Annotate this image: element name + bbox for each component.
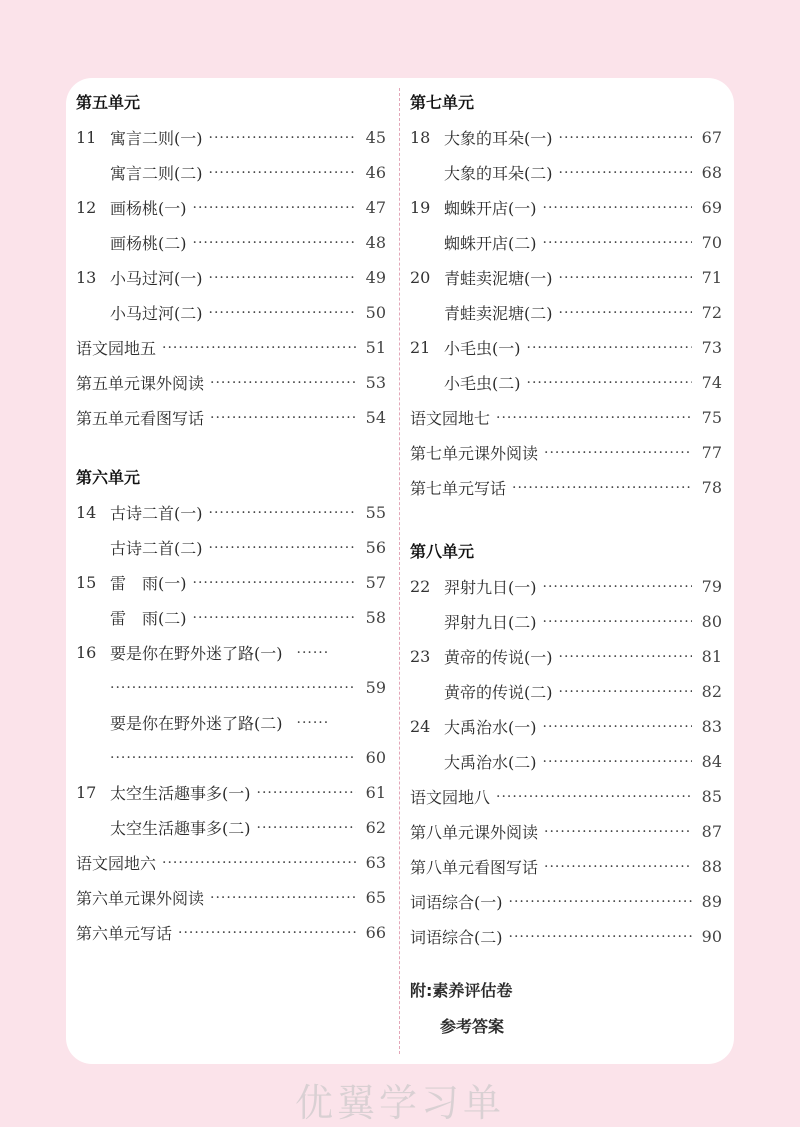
toc-entry[interactable]: 第七单元写话 ····· 78	[410, 470, 722, 505]
toc-entry[interactable]: 第六单元课外阅读 ····· 65	[76, 880, 386, 915]
toc-entry[interactable]: 15 雷 雨(一) ····· 57	[76, 565, 386, 600]
toc-entry-continuation[interactable]: ····· 60	[76, 740, 386, 775]
toc-entry[interactable]: 14 古诗二首(一) ····· 55	[76, 495, 386, 530]
toc-entry[interactable]: 第五单元看图写话 ····· 54	[76, 400, 386, 435]
toc-entry[interactable]: 雷 雨(二) ····· 58	[76, 600, 386, 635]
toc-entry[interactable]: 大象的耳朵(二) ····· 68	[410, 155, 722, 190]
toc-entry[interactable]: 第八单元看图写话 ····· 88	[410, 849, 722, 884]
toc-entry[interactable]: 要是你在野外迷了路(二) ······	[110, 714, 330, 733]
toc-entry[interactable]: 羿射九日(二) ····· 80	[410, 604, 722, 639]
toc-entry[interactable]: 第六单元写话 ····· 66	[76, 915, 386, 950]
unit-5-title: 第五单元	[76, 93, 141, 112]
toc-left-column	[76, 86, 386, 950]
toc-entry[interactable]: 语文园地五 ····· 51	[76, 330, 386, 365]
toc-entry[interactable]: 20 青蛙卖泥塘(一) ····· 71	[410, 260, 722, 295]
toc-entry[interactable]: 18 大象的耳朵(一) ····· 67	[410, 120, 722, 155]
toc-entry[interactable]: 22 羿射九日(一) ····· 79	[410, 569, 722, 604]
answer-key-link[interactable]: 参考答案	[440, 1017, 505, 1036]
appendix-title[interactable]: 附:素养评估卷	[410, 981, 513, 1000]
toc-entry[interactable]: 12 画杨桃(一) ····· 47	[76, 190, 386, 225]
unit-7-title: 第七单元	[410, 93, 475, 112]
toc-right-column	[410, 86, 722, 1044]
toc-entry[interactable]: 24 大禹治水(一) ····· 83	[410, 709, 722, 744]
toc-entry[interactable]: 13 小马过河(一) ····· 49	[76, 260, 386, 295]
toc-entry[interactable]: 寓言二则(二) ····· 46	[76, 155, 386, 190]
toc-entry[interactable]: 17 太空生活趣事多(一) ····· 61	[76, 775, 386, 810]
unit-8-title: 第八单元	[410, 542, 475, 561]
toc-entry[interactable]: 小马过河(二) ····· 50	[76, 295, 386, 330]
toc-entry[interactable]: 小毛虫(二) ····· 74	[410, 365, 722, 400]
toc-entry[interactable]: 语文园地八 ····· 85	[410, 779, 722, 814]
toc-entry[interactable]: 青蛙卖泥塘(二) ····· 72	[410, 295, 722, 330]
toc-entry[interactable]: 第八单元课外阅读 ····· 87	[410, 814, 722, 849]
toc-entry[interactable]: 23 黄帝的传说(一) ····· 81	[410, 639, 722, 674]
unit-6-title: 第六单元	[76, 468, 141, 487]
toc-entry[interactable]: 词语综合(一) ····· 89	[410, 884, 722, 919]
toc-entry[interactable]: 语文园地七 ····· 75	[410, 400, 722, 435]
brand-watermark: 优翼学习单	[294, 1081, 505, 1125]
column-divider	[399, 88, 400, 1054]
toc-entry[interactable]: 黄帝的传说(二) ····· 82	[410, 674, 722, 709]
toc-entry[interactable]: 蜘蛛开店(二) ····· 70	[410, 225, 722, 260]
toc-entry[interactable]: 11 寓言二则(一) ····· 45	[76, 120, 386, 155]
toc-entry[interactable]: 大禹治水(二) ····· 84	[410, 744, 722, 779]
toc-entry[interactable]: 古诗二首(二) ····· 56	[76, 530, 386, 565]
toc-entry-continuation[interactable]: ····· 59	[76, 670, 386, 705]
toc-entry[interactable]: 太空生活趣事多(二) ····· 62	[76, 810, 386, 845]
toc-entry[interactable]: 词语综合(二) ····· 90	[410, 919, 722, 954]
toc-entry[interactable]: 语文园地六 ····· 63	[76, 845, 386, 880]
toc-entry[interactable]: 第五单元课外阅读 ····· 53	[76, 365, 386, 400]
toc-entry[interactable]: 19 蜘蛛开店(一) ····· 69	[410, 190, 722, 225]
toc-entry[interactable]: 画杨桃(二) ····· 48	[76, 225, 386, 260]
toc-entry[interactable]: 第七单元课外阅读 ····· 77	[410, 435, 722, 470]
toc-entry[interactable]: 16 要是你在野外迷了路(一) ······	[76, 643, 330, 663]
toc-entry[interactable]: 21 小毛虫(一) ····· 73	[410, 330, 722, 365]
